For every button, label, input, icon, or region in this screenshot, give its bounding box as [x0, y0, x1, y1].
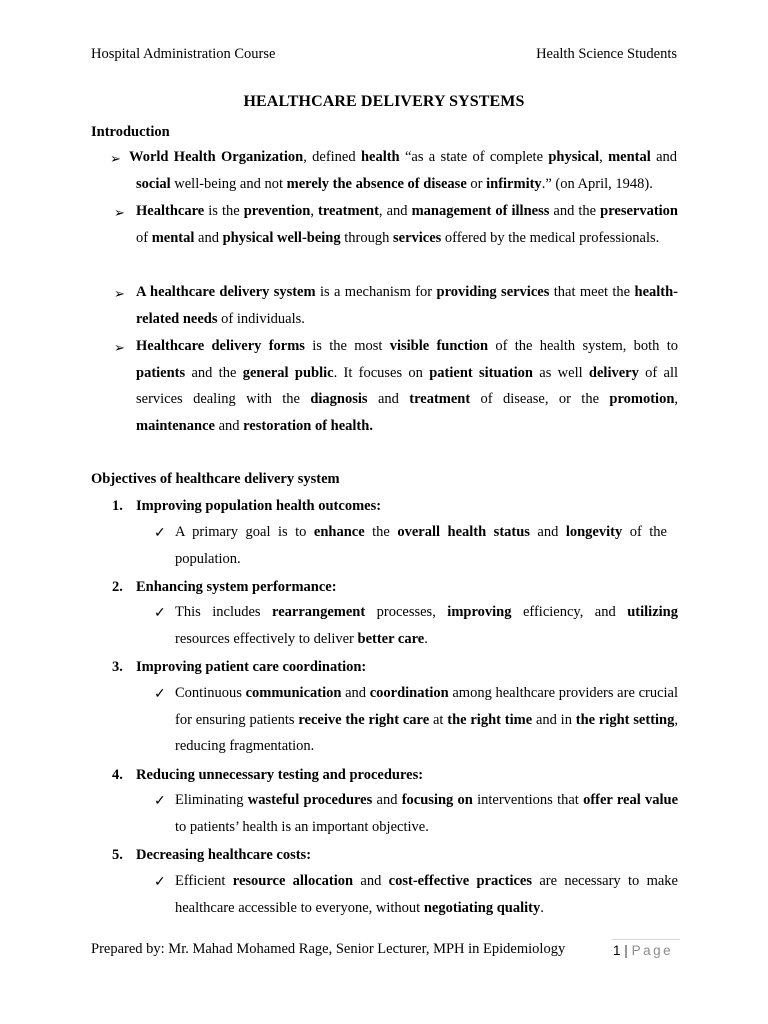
- bold-text-run: mental: [151, 229, 195, 246]
- document-title: HEALTHCARE DELIVERY SYSTEMS: [243, 93, 525, 110]
- text-run: at: [429, 711, 448, 728]
- text-run: of individuals.: [217, 310, 305, 327]
- text-run: of the population.: [175, 524, 667, 567]
- arrow-bullet-icon: ➢: [114, 205, 125, 220]
- text-run: offered by the medical professionals.: [441, 229, 660, 246]
- text-run: and: [367, 391, 410, 408]
- bold-text-run: maintenance: [136, 418, 215, 435]
- bold-text-run: treatment: [317, 203, 379, 219]
- bold-text-run: enhance: [313, 524, 365, 540]
- bold-text-run: Healthcare delivery forms: [136, 338, 305, 354]
- footer-prepared-by: Prepared by: Mr. Mahad Mohamed Rage, Senior Lecturer, MPH in Epidemiology: [91, 941, 566, 957]
- bold-text-run: preservation: [600, 203, 679, 219]
- bold-text-run: physical: [548, 149, 600, 165]
- objective-title: Improving population health outcomes:: [136, 498, 382, 514]
- text-run: are necessary to make healthcare accessible to everyone, without: [175, 873, 678, 916]
- bold-text-run: merely the absence of disease: [286, 175, 467, 192]
- bold-text-run: negotiating quality: [423, 899, 541, 916]
- text-run: ,: [310, 203, 318, 219]
- objective-number: 2.: [112, 579, 123, 595]
- introduction-heading: Introduction: [91, 124, 170, 140]
- text-run: through: [340, 229, 393, 246]
- bold-text-run: delivery: [588, 364, 639, 381]
- checkmark-icon: ✓: [154, 687, 166, 702]
- text-run: . It focuses on: [333, 364, 430, 381]
- intro-bullet: [129, 144, 678, 197]
- bold-text-run: mental: [608, 149, 651, 165]
- text-run: as well: [533, 364, 589, 381]
- bold-text-run: infirmity: [486, 175, 542, 192]
- text-run: and: [194, 229, 223, 246]
- bold-text-run: patient situation: [429, 364, 533, 381]
- bold-text-run: general public: [242, 364, 334, 381]
- text-run: .” (on April, 1948).: [541, 175, 653, 192]
- bold-text-run: receive the right care: [298, 711, 430, 728]
- text-run: or: [466, 175, 487, 192]
- text-run: Continuous: [175, 685, 246, 701]
- objective-title: Decreasing healthcare costs:: [136, 847, 312, 863]
- checkmark-icon: ✓: [154, 794, 166, 809]
- bold-text-run: prevention: [243, 203, 311, 219]
- text-run: of: [136, 229, 152, 246]
- text-run: processes,: [365, 604, 448, 620]
- checkmark-icon: ✓: [154, 526, 166, 541]
- text-run: well-being and not: [170, 175, 287, 192]
- bold-text-run: physical well-being: [222, 229, 341, 246]
- arrow-bullet-icon: ➢: [110, 151, 121, 166]
- text-run: is a mechanism for: [315, 284, 437, 300]
- text-run: of the health system, both to: [488, 338, 678, 354]
- bold-text-run: A healthcare delivery system: [136, 284, 316, 300]
- objective-detail: [175, 519, 667, 572]
- bold-text-run: health: [360, 149, 400, 165]
- bold-text-run: longevity: [565, 524, 623, 540]
- bold-text-run: resource allocation: [232, 873, 354, 889]
- page-number-label: [613, 943, 673, 958]
- objective-title: Reducing unnecessary testing and procedures:: [136, 767, 424, 783]
- text-run: the: [364, 524, 398, 540]
- text-run: and: [341, 685, 370, 701]
- intro-bullet: [136, 279, 678, 332]
- header-course: Hospital Administration Course: [91, 46, 276, 62]
- text-run: Eliminating: [175, 792, 248, 808]
- objective-detail: [175, 787, 678, 840]
- objective-title: Enhancing system performance:: [136, 579, 337, 595]
- arrow-bullet-icon: ➢: [114, 286, 125, 301]
- text-run: is the most: [304, 338, 390, 354]
- text-run: and: [214, 418, 244, 435]
- footer-divider: [612, 939, 680, 940]
- objective-detail: [175, 868, 678, 921]
- bold-text-run: patients: [136, 364, 186, 381]
- bold-text-run: cost-effective practices: [388, 873, 533, 889]
- bold-text-run: management of illness: [411, 203, 550, 219]
- text-run: .: [540, 899, 544, 916]
- page-separator: |: [624, 943, 628, 958]
- bold-text-run: focusing on: [401, 792, 473, 808]
- bold-text-run: coordination: [369, 685, 449, 701]
- arrow-bullet-icon: ➢: [114, 340, 125, 355]
- objectives-heading: Objectives of healthcare delivery system: [91, 471, 340, 487]
- text-run: to patients’ health is an important objective.: [175, 818, 429, 835]
- checkmark-icon: ✓: [154, 875, 166, 890]
- objective-number: 4.: [112, 767, 123, 783]
- objective-detail: [175, 599, 678, 652]
- bold-text-run: offer real value: [583, 792, 679, 808]
- objective-number: 5.: [112, 847, 123, 863]
- page-number: 1: [613, 943, 621, 958]
- bold-text-run: promotion: [609, 391, 675, 408]
- header-audience: Health Science Students: [536, 46, 677, 62]
- text-run: “as a state of complete: [399, 149, 549, 165]
- text-run: Efficient: [175, 873, 233, 889]
- bold-text-run: rearrangement: [272, 604, 366, 620]
- bold-text-run: improving: [447, 604, 512, 620]
- bold-text-run: the right setting: [575, 711, 675, 728]
- bold-text-run: Healthcare: [136, 203, 205, 219]
- bold-text-run: better care: [357, 630, 425, 647]
- checkmark-icon: ✓: [154, 606, 166, 621]
- bold-text-run: the right time: [447, 711, 533, 728]
- text-run: of all services dealing with the: [136, 364, 679, 408]
- text-run: and: [529, 524, 566, 540]
- bold-text-run: services: [392, 229, 442, 246]
- bold-text-run: utilizing: [627, 604, 678, 620]
- text-run: and the: [185, 364, 243, 381]
- text-run: , and: [378, 203, 412, 219]
- text-run: A primary goal is to: [175, 524, 314, 540]
- bold-text-run: diagnosis: [310, 391, 368, 408]
- bold-text-run: wasteful procedures: [247, 792, 373, 808]
- objective-number: 3.: [112, 659, 123, 675]
- text-run: resources effectively to deliver: [175, 630, 358, 647]
- intro-bullet: [136, 198, 678, 251]
- text-run: and: [372, 792, 402, 808]
- bold-text-run: World Health Organization: [129, 149, 304, 165]
- bold-text-run: communication: [245, 685, 342, 701]
- text-run: of disease, or the: [470, 391, 610, 408]
- bold-text-run: social: [136, 175, 171, 192]
- bold-text-run: visible function: [389, 338, 489, 354]
- text-run: and the: [549, 203, 601, 219]
- text-run: among healthcare providers are crucial for ensuring patients: [175, 685, 679, 728]
- objective-title: Improving patient care coordination:: [136, 659, 367, 675]
- intro-bullet: [136, 333, 678, 440]
- objective-number: 1.: [112, 498, 123, 514]
- text-run: and: [353, 873, 389, 889]
- text-run: ,: [599, 149, 609, 165]
- bold-text-run: restoration of health.: [243, 418, 373, 435]
- text-run: efficiency, and: [511, 604, 628, 620]
- bold-text-run: providing services: [436, 284, 550, 300]
- page-word: Page: [631, 943, 674, 958]
- objective-detail: [175, 680, 678, 760]
- text-run: .: [424, 630, 428, 647]
- text-run: interventions that: [472, 792, 584, 808]
- text-run: , defined: [303, 149, 361, 165]
- text-run: , reducing fragmentation.: [175, 711, 678, 755]
- bold-text-run: overall health status: [397, 524, 530, 540]
- text-run: This includes: [175, 604, 273, 620]
- bold-text-run: health- related needs: [136, 284, 678, 327]
- text-run: that meet the: [549, 284, 635, 300]
- text-run: and: [650, 149, 678, 165]
- text-run: is the: [204, 203, 244, 219]
- bold-text-run: treatment: [409, 391, 471, 408]
- text-run: ,: [674, 391, 679, 408]
- text-run: and in: [532, 711, 576, 728]
